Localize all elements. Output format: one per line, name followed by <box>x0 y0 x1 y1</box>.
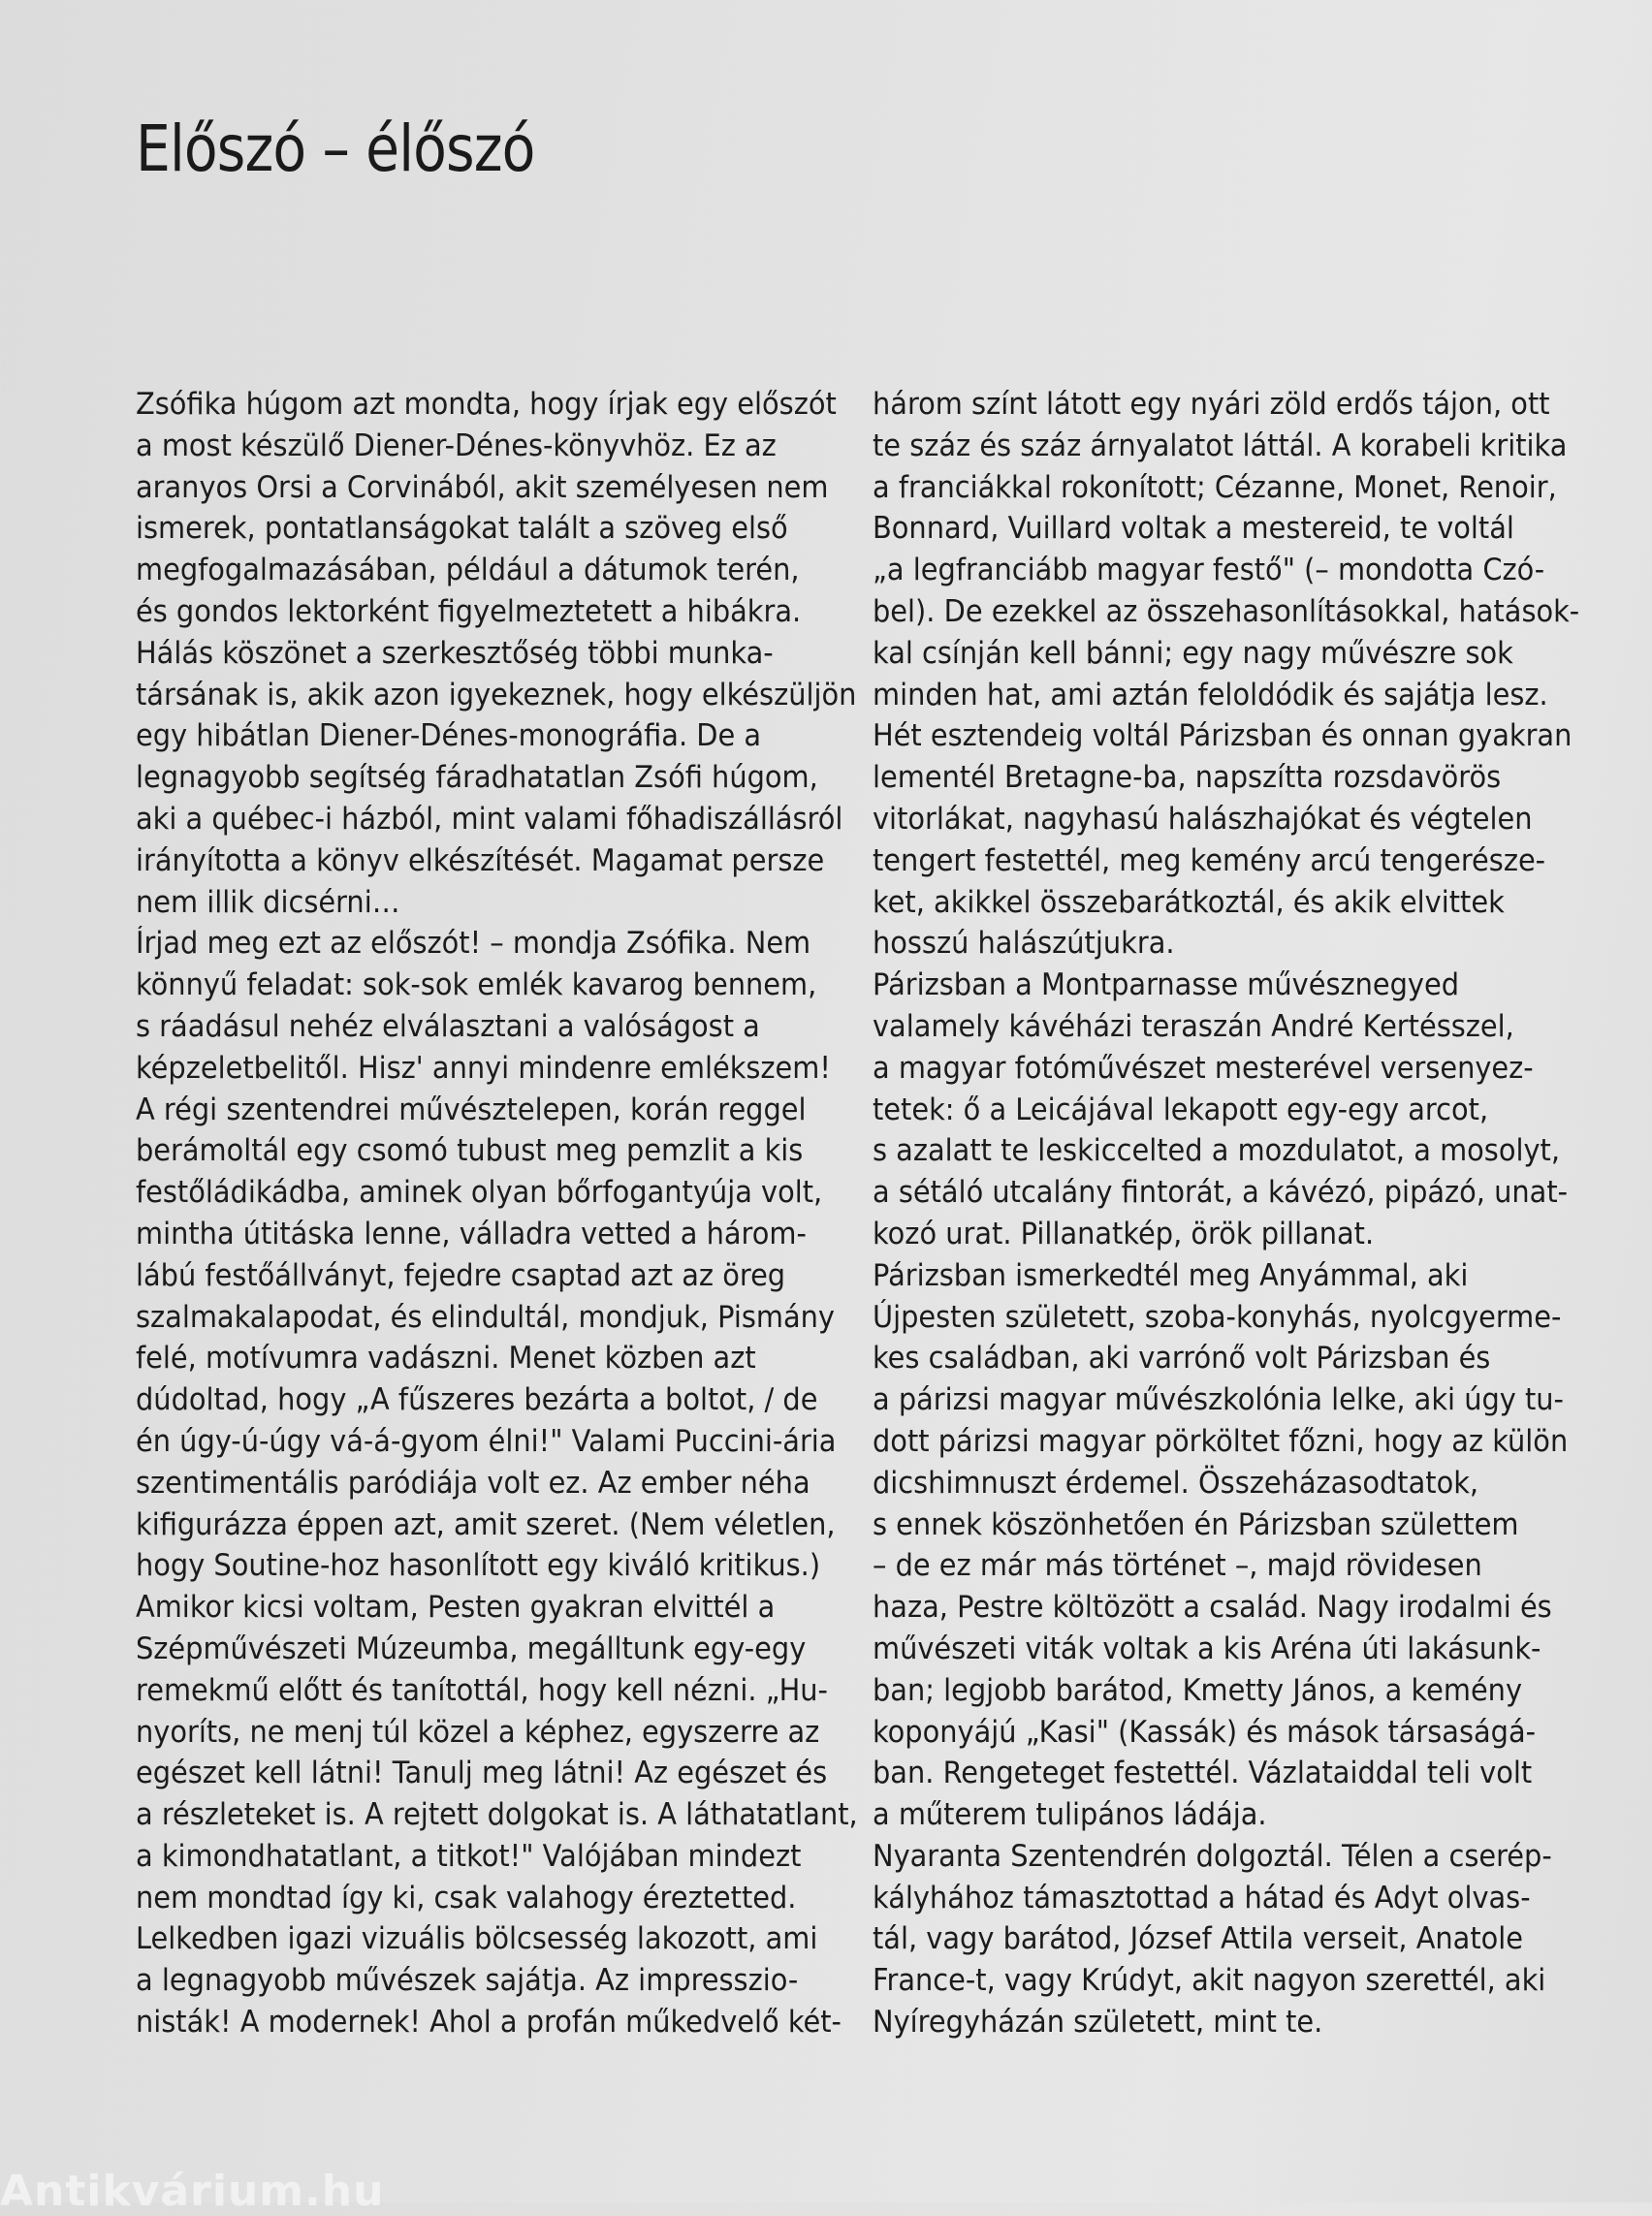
text-line: dott párizsi magyar pörköltet főzni, hogy az külön <box>873 1423 1569 1459</box>
text-line: koponyájú „Kasi" (Kassák) és mások társaságá- <box>873 1714 1537 1750</box>
text-line: „a legfranciább magyar festő" (– mondotta Czó- <box>873 553 1545 588</box>
text-line: Nyaranta Szentendrén dolgoztál. Télen a cserép- <box>873 1838 1552 1874</box>
text-line: művészeti viták voltak a kis Aréna úti lakásunk- <box>873 1630 1541 1666</box>
text-line: legnagyobb segítség fáradhatatlan Zsófi húgom, <box>136 760 818 796</box>
text-line: nisták! A modernek! Ahol a profán műkedvelő két- <box>136 2005 842 2041</box>
text-line: Párizsban a Montparnasse művésznegyed <box>873 967 1460 1003</box>
text-line: a kimondhatatlant, a titkot!" Valójában mindezt <box>136 1838 802 1874</box>
text-line: ket, akikkel összebarátkoztál, és akik elvittek <box>873 884 1505 920</box>
text-line: hogy Soutine-hoz hasonlított egy kiváló kritikus.) <box>136 1548 821 1584</box>
text-line: a magyar fotóművészet mesterével versenyez- <box>873 1050 1534 1086</box>
text-line: társának is, akik azon igyekeznek, hogy elkészüljön <box>136 677 857 712</box>
text-line: Hét esztendeig voltál Párizsban és onnan gyakran <box>873 718 1573 754</box>
text-line: berámoltál egy csomó tubust meg pemzlit a kis <box>136 1133 804 1169</box>
page-title: Előszó – élőszó <box>136 111 535 186</box>
text-line: ban. Rengeteget festettél. Vázlataiddal teli volt <box>873 1756 1533 1791</box>
text-line: Amikor kicsi voltam, Pesten gyakran elvittél a <box>136 1590 776 1626</box>
text-line: egy hibátlan Diener-Dénes-monográfia. De a <box>136 718 762 754</box>
text-line: Újpesten született, szoba-konyhás, nyolcgyerme- <box>873 1299 1562 1335</box>
text-line: kes családban, aki varrónő volt Párizsban és <box>873 1341 1491 1377</box>
text-line: tál, vagy barátod, József Attila verseit, Anatole <box>873 1921 1524 1957</box>
text-line: dicshimnuszt érdemel. Összeházasodtatok, <box>873 1465 1479 1501</box>
text-line: valamely kávéházi teraszán André Kertésszel, <box>873 1008 1514 1044</box>
text-line: kifigurázza éppen azt, amit szeret. (Nem véletlen, <box>136 1506 836 1542</box>
text-line: ismerek, pontatlanságokat talált a szöveg első <box>136 511 788 547</box>
text-line: tetek: ő a Leicájával lekapott egy-egy arcot, <box>873 1092 1489 1127</box>
text-line: a részleteket is. A rejtett dolgokat is. A láthatatlant, <box>136 1797 858 1833</box>
text-line: én úgy-ú-úgy vá-á-gyom élni!" Valami Puccini-ária <box>136 1423 837 1459</box>
text-line: a sétáló utcalány fintorát, a kávézó, pipázó, unat- <box>873 1175 1569 1211</box>
text-line: a most készülő Diener-Dénes-könyvhöz. Ez az <box>136 427 777 463</box>
text-line: s azalatt te leskiccelted a mozdulatot, a mosolyt, <box>873 1133 1561 1169</box>
text-column-left <box>136 384 858 2043</box>
text-line: a legnagyobb művészek sajátja. Az impresszio- <box>136 1963 799 1999</box>
text-column-right <box>873 384 1580 2043</box>
text-line: a műterem tulipános ládája. <box>873 1797 1267 1833</box>
text-line: kal csínján kell bánni; egy nagy művészre sok <box>873 635 1513 671</box>
text-line: egészet kell látni! Tanulj meg látni! Az egészet és <box>136 1756 828 1791</box>
text-line: szalmakalapodat, és elindultál, mondjuk, Pismány <box>136 1299 835 1335</box>
text-line: dúdoltad, hogy „A fűszeres bezárta a boltot, / de <box>136 1382 818 1418</box>
text-line: a franciákkal rokonított; Cézanne, Monet, Renoir, <box>873 469 1557 505</box>
text-line: Bonnard, Vuillard voltak a mestereid, te voltál <box>873 511 1514 547</box>
text-line: France-t, vagy Krúdyt, akit nagyon szerettél, aki <box>873 1963 1546 1999</box>
text-line: nyoríts, ne menj túl közel a képhez, egyszerre az <box>136 1714 820 1750</box>
text-line: remekmű előtt és tanítottál, hogy kell nézni. „Hu- <box>136 1672 828 1708</box>
text-line: bel). De ezekkel az összehasonlításokkal, hatások- <box>873 593 1580 629</box>
text-line: te száz és száz árnyalatot láttál. A korabeli kritika <box>873 427 1568 463</box>
text-line: irányította a könyv elkészítését. Magamat persze <box>136 842 825 878</box>
text-line: lementél Bretagne-ba, napszítta rozsdavörös <box>873 760 1502 796</box>
text-line: a párizsi magyar művészkolónia lelke, aki úgy tu- <box>873 1382 1564 1418</box>
text-line: mintha útitáska lenne, válladra vetted a három- <box>136 1216 807 1251</box>
text-line: és gondos lektorként figyelmeztetett a hibákra. <box>136 593 802 629</box>
text-line: – de ez már más történet –, majd rövidesen <box>873 1548 1482 1584</box>
text-line: szentimentális paródiája volt ez. Az ember néha <box>136 1465 810 1501</box>
text-line: Zsófika húgom azt mondta, hogy írjak egy előszót <box>136 387 837 422</box>
text-line: s ennek köszönhetően én Párizsban születtem <box>873 1506 1519 1542</box>
text-line: nem mondtad így ki, csak valahogy éreztetted. <box>136 1880 797 1915</box>
text-line: Párizsban ismerkedtél meg Anyámmal, aki <box>873 1257 1469 1293</box>
text-line: megfogalmazásában, például a dátumok terén, <box>136 553 800 588</box>
text-line: s ráadásul nehéz elválasztani a valóságost a <box>136 1008 760 1044</box>
text-line: vitorlákat, nagyhasú halászhajókat és végtelen <box>873 801 1533 837</box>
text-line: felé, motívumra vadászni. Menet közben azt <box>136 1341 756 1377</box>
text-line: A régi szentendrei művésztelepen, korán reggel <box>136 1092 807 1127</box>
text-line: Szépművészeti Múzeumba, megálltunk egy-egy <box>136 1630 807 1666</box>
text-line: kályhához támasztottad a hátad és Adyt olvas- <box>873 1880 1531 1915</box>
text-line: festőládikádba, aminek olyan bőrfogantyúja volt, <box>136 1175 823 1211</box>
text-line: kozó urat. Pillanatkép, örök pillanat. <box>873 1216 1375 1251</box>
text-line: ban; legjobb barátod, Kmetty János, a kemény <box>873 1672 1523 1708</box>
text-line: Lelkedben igazi vizuális bölcsesség lakozott, ami <box>136 1921 818 1957</box>
text-line: nem illik dicsérni… <box>136 884 400 920</box>
text-line: aki a québec-i házból, mint valami főhadiszállásról <box>136 801 843 837</box>
text-line: tengert festettél, meg kemény arcú tengerésze- <box>873 842 1546 878</box>
text-line: aranyos Orsi a Corvinából, akit személyesen nem <box>136 469 829 505</box>
text-line: haza, Pestre költözött a család. Nagy irodalmi és <box>873 1590 1552 1626</box>
text-line: könnyű feladat: sok-sok emlék kavarog bennem, <box>136 967 817 1003</box>
text-line: minden hat, ami aztán feloldódik és sajátja lesz. <box>873 677 1548 712</box>
text-line: lábú festőállványt, fejedre csaptad azt az öreg <box>136 1257 786 1293</box>
text-line: Írjad meg ezt az előszót! – mondja Zsófika. Nem <box>136 926 811 962</box>
text-line: három színt látott egy nyári zöld erdős tájon, ott <box>873 387 1550 422</box>
text-line: Hálás köszönet a szerkesztőség többi munka- <box>136 635 774 671</box>
text-line: Nyíregyházán született, mint te. <box>873 2005 1323 2041</box>
watermark: Antikvárium.hu <box>0 2167 385 2216</box>
text-line: képzeletbelitől. Hisz' annyi mindenre emlékszem! <box>136 1050 831 1086</box>
text-line: hosszú halászútjukra. <box>873 926 1175 962</box>
